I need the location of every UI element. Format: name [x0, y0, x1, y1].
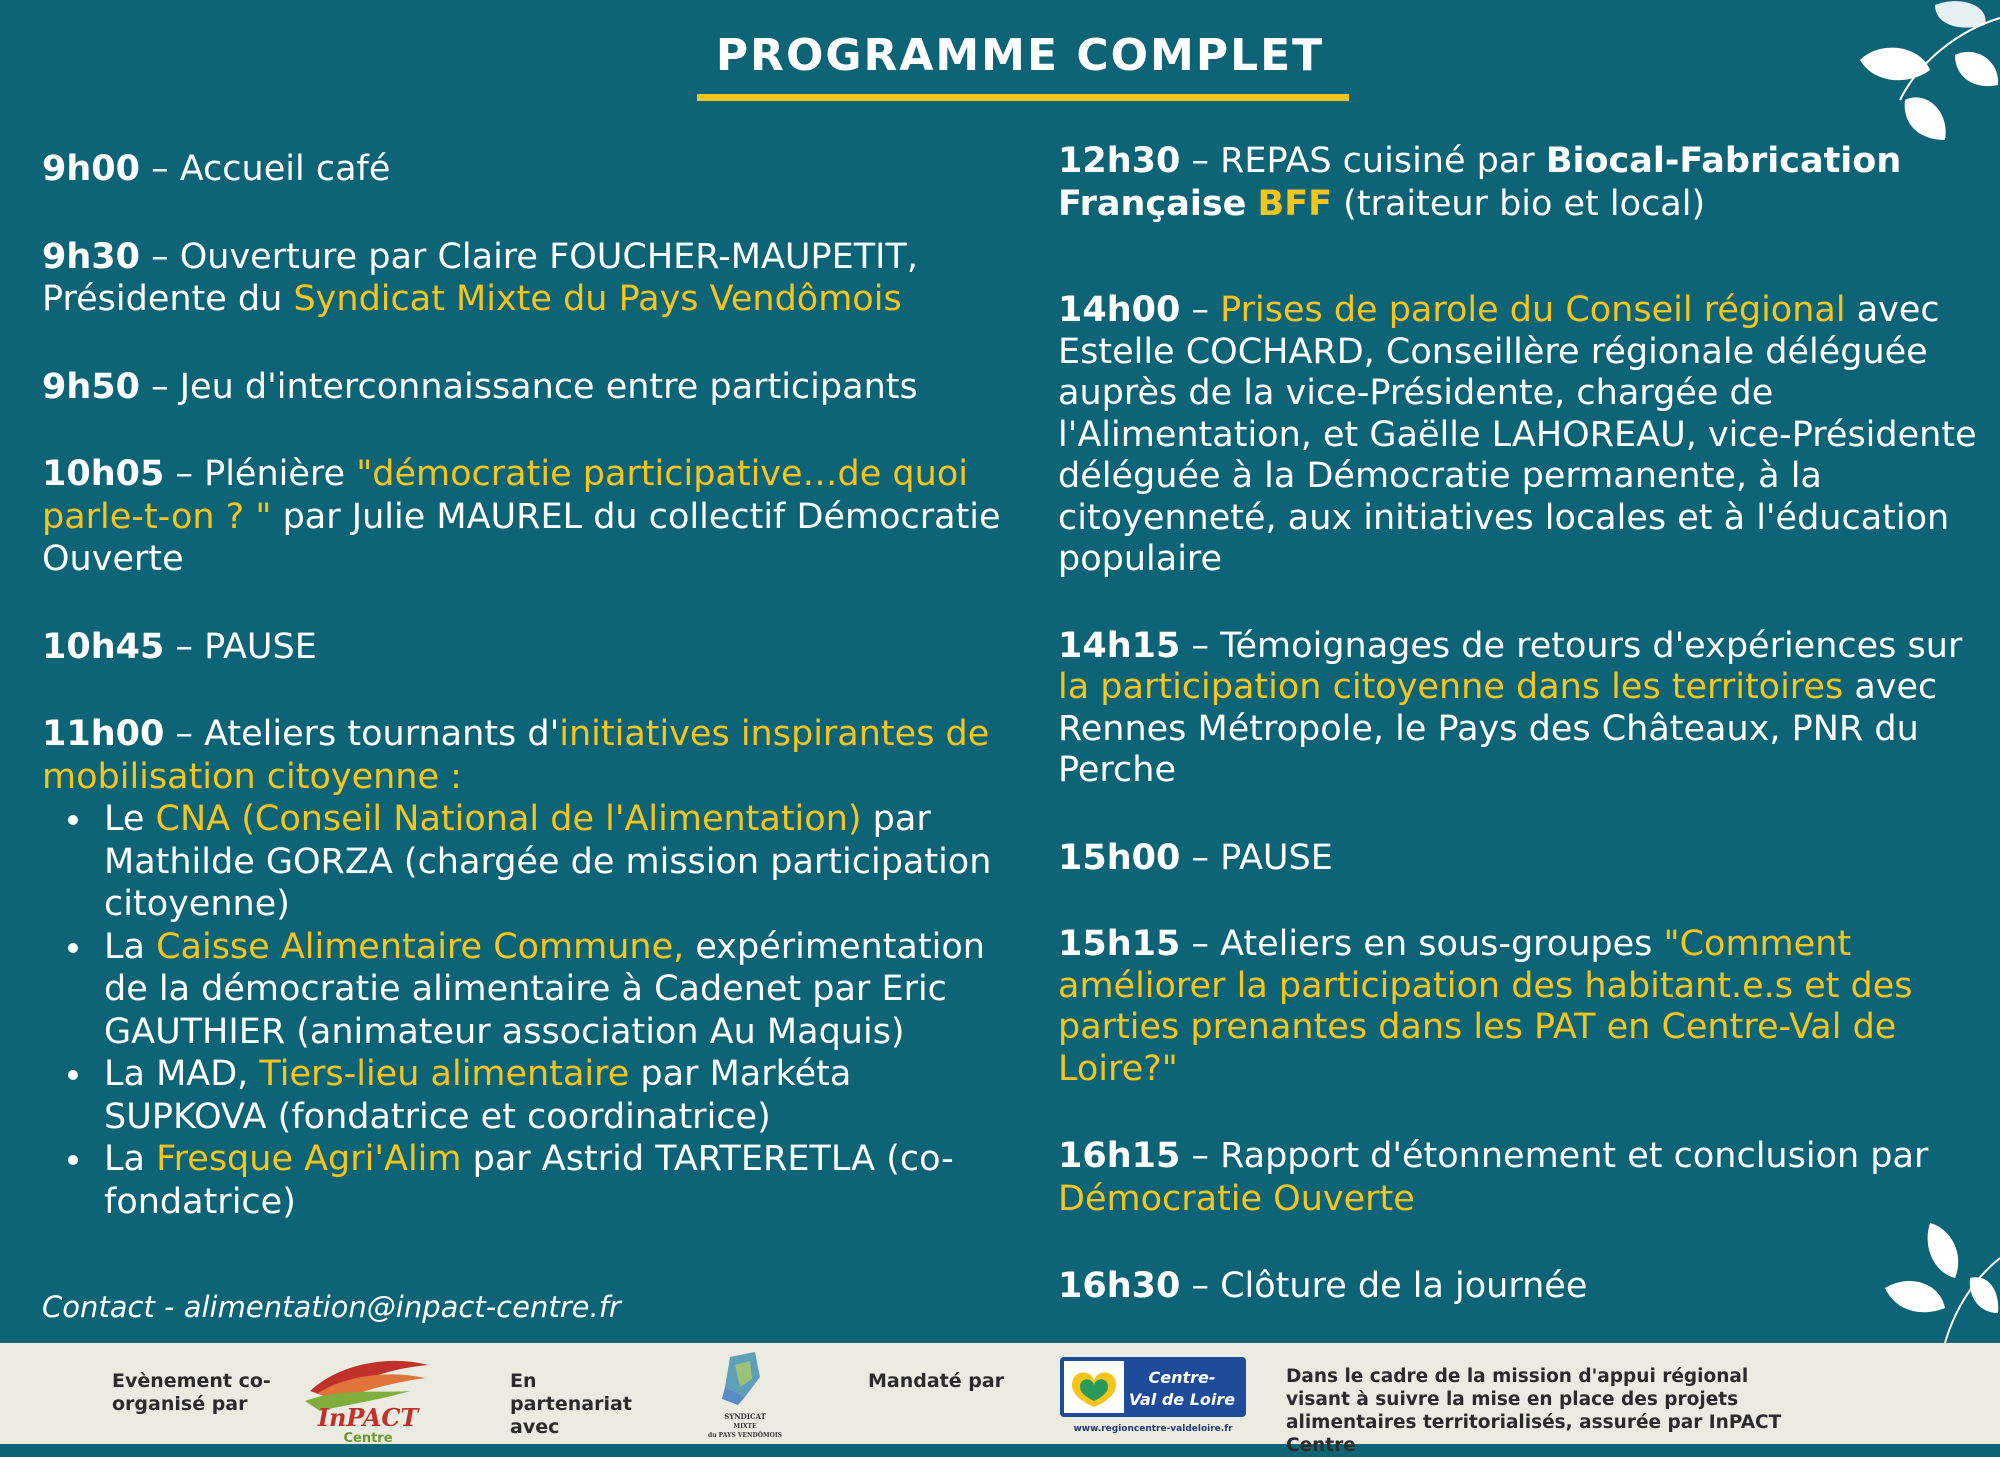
- time-label: 15h15: [1058, 924, 1181, 964]
- page-title: PROGRAMME COMPLET: [715, 30, 1325, 81]
- item-text: – Accueil café: [139, 149, 391, 189]
- item-highlight: Prises de parole du Conseil régional: [1220, 290, 1846, 330]
- item-text: avec Estelle COCHARD, Conseillère régionale déléguée auprès de la vice-Présidente, chargée de l'Alimentation, et Gaëlle LAHOREAU, vice-Présidente déléguée à la Démocratie permanente, à la citoyenneté, aux initiatives locales et à l'éducation populaire: [1058, 290, 1977, 579]
- caterer-name: Biocal-Fabrication Française: [1058, 141, 1902, 224]
- program-left-column: [42, 148, 1022, 1268]
- program-item: [1058, 1265, 1978, 1308]
- item-highlight: Tiers-lieu alimentaire: [259, 1054, 630, 1094]
- list-item: [62, 1138, 1022, 1223]
- list-item: [62, 1053, 1022, 1138]
- time-label: 9h00: [42, 149, 140, 189]
- program-item: [1058, 1135, 1978, 1220]
- program-item: [42, 148, 1022, 191]
- item-text: par Julie MAUREL du collectif Démocratie Ouverte: [42, 496, 1001, 579]
- item-highlight: BFF: [1257, 183, 1333, 224]
- item-text: La: [104, 1139, 157, 1179]
- syndicat-logo-text: MIXTE: [733, 1423, 757, 1430]
- item-text: – REPAS cuisiné par: [1180, 141, 1546, 181]
- item-text: – PAUSE: [1180, 837, 1333, 878]
- partenariat-label: En partenariat avec: [510, 1370, 632, 1438]
- list-item: [62, 798, 1022, 926]
- program-item: [42, 236, 1022, 321]
- item-text: – Plénière: [164, 454, 357, 494]
- time-label: 14h15: [1058, 625, 1181, 666]
- item-text: par Mathilde GORZA (chargée de mission participation citoyenne): [104, 799, 992, 924]
- item-highlight: "Comment améliorer la participation des habitant.e.s et des parties prenantes dans les PAT en Centre-Val de Loire?": [1058, 924, 1913, 1089]
- time-label: 11h00: [42, 714, 165, 754]
- program-item: [42, 713, 1022, 1223]
- footer-bar: [0, 1343, 2000, 1456]
- program-item: [42, 626, 1022, 669]
- item-highlight: Démocratie Ouverte: [1058, 1178, 1415, 1219]
- item-text: La MAD,: [104, 1054, 260, 1094]
- mandate-label: Mandaté par: [868, 1370, 1005, 1392]
- title-underline: [697, 94, 1349, 101]
- item-text: – Clôture de la journée: [1180, 1266, 1588, 1306]
- program-item: [1058, 626, 1978, 792]
- item-text: expérimentation de la démocratie alimentaire à Cadenet par Eric GAUTHIER (animateur association Au Maquis): [104, 926, 985, 1052]
- syndicat-logo: [700, 1347, 790, 1442]
- list-item: [62, 926, 1022, 1054]
- item-highlight: Fresque Agri'Alim: [156, 1139, 462, 1179]
- item-text: – Témoignages de retours d'expériences sur: [1180, 625, 1963, 666]
- item-text: –: [1180, 290, 1221, 330]
- item-text: par Astrid TARTERETLA (co-fondatrice): [104, 1139, 954, 1222]
- item-text: [1246, 184, 1257, 224]
- inpact-logo: [300, 1343, 435, 1444]
- item-text: (traiteur bio et local): [1332, 183, 1706, 224]
- coorganise-label: Evènement co-organisé par: [112, 1370, 271, 1415]
- item-highlight: "démocratie participative…de quoi parle-t-on ? ": [42, 454, 968, 537]
- program-item: [1058, 924, 1978, 1090]
- time-label: 16h15: [1058, 1136, 1181, 1176]
- region-logo-text: Centre-: [1148, 1368, 1216, 1387]
- program-item: [1058, 837, 1978, 880]
- item-text: Le: [104, 799, 156, 839]
- time-label: 14h00: [1058, 290, 1181, 330]
- program-item: [42, 453, 1022, 581]
- time-label: 12h30: [1058, 141, 1181, 181]
- item-highlight: CNA (Conseil National de l'Alimentation): [155, 799, 862, 839]
- item-text: – PAUSE: [164, 626, 317, 667]
- item-highlight: Caisse Alimentaire Commune,: [156, 926, 685, 967]
- mission-text: Dans le cadre de la mission d'appui régional visant à suivre la mise en place des projets alimentaires territorialisés, assurée par InPACT Centre: [1286, 1366, 1782, 1456]
- region-logo-text: Val de Loire: [1128, 1390, 1236, 1409]
- item-highlight: initiatives inspirantes de mobilisation citoyenne :: [42, 714, 990, 797]
- item-text: – Rapport d'étonnement et conclusion par: [1180, 1136, 1929, 1176]
- inpact-logo-text: InPACT: [317, 1403, 419, 1432]
- program-right-column: [1058, 140, 1978, 1353]
- item-highlight: la participation citoyenne dans les territoires: [1058, 667, 1844, 707]
- program-item: [1058, 140, 1978, 225]
- time-label: 9h50: [42, 366, 140, 407]
- time-label: 10h45: [42, 626, 165, 667]
- region-logo-url: www.regioncentre-valdeloire.fr: [1073, 1424, 1233, 1434]
- inpact-logo-sub: Centre: [343, 1431, 393, 1446]
- item-text: par Markéta SUPKOVA (fondatrice et coordinatrice): [104, 1054, 852, 1137]
- program-item: [42, 366, 1022, 409]
- syndicat-logo-text: SYNDICAT: [724, 1412, 766, 1421]
- time-label: 9h30: [42, 236, 140, 277]
- program-item: [1058, 290, 1978, 581]
- time-label: 10h05: [42, 454, 165, 494]
- item-text: – Ouverture par Claire FOUCHER-MAUPETIT, Présidente du: [42, 236, 918, 319]
- item-text: – Ateliers en sous-groupes: [1180, 924, 1664, 964]
- syndicat-logo-text: du PAYS VENDÔMOIS: [708, 1432, 782, 1439]
- time-label: 15h00: [1058, 837, 1181, 878]
- contact-line: Contact - alimentation@inpact-centre.fr: [42, 1290, 621, 1324]
- item-highlight: Syndicat Mixte du Pays Vendômois: [293, 279, 902, 319]
- workshop-list: [62, 798, 1022, 1223]
- time-label: 16h30: [1058, 1266, 1181, 1306]
- item-text: La: [104, 926, 157, 967]
- item-text: – Jeu d'interconnaissance entre participants: [139, 366, 918, 407]
- item-text: avec Rennes Métropole, le Pays des Châteaux, PNR du Perche: [1058, 667, 1938, 790]
- item-text: – Ateliers tournants d': [164, 714, 560, 754]
- region-logo: [1058, 1355, 1248, 1435]
